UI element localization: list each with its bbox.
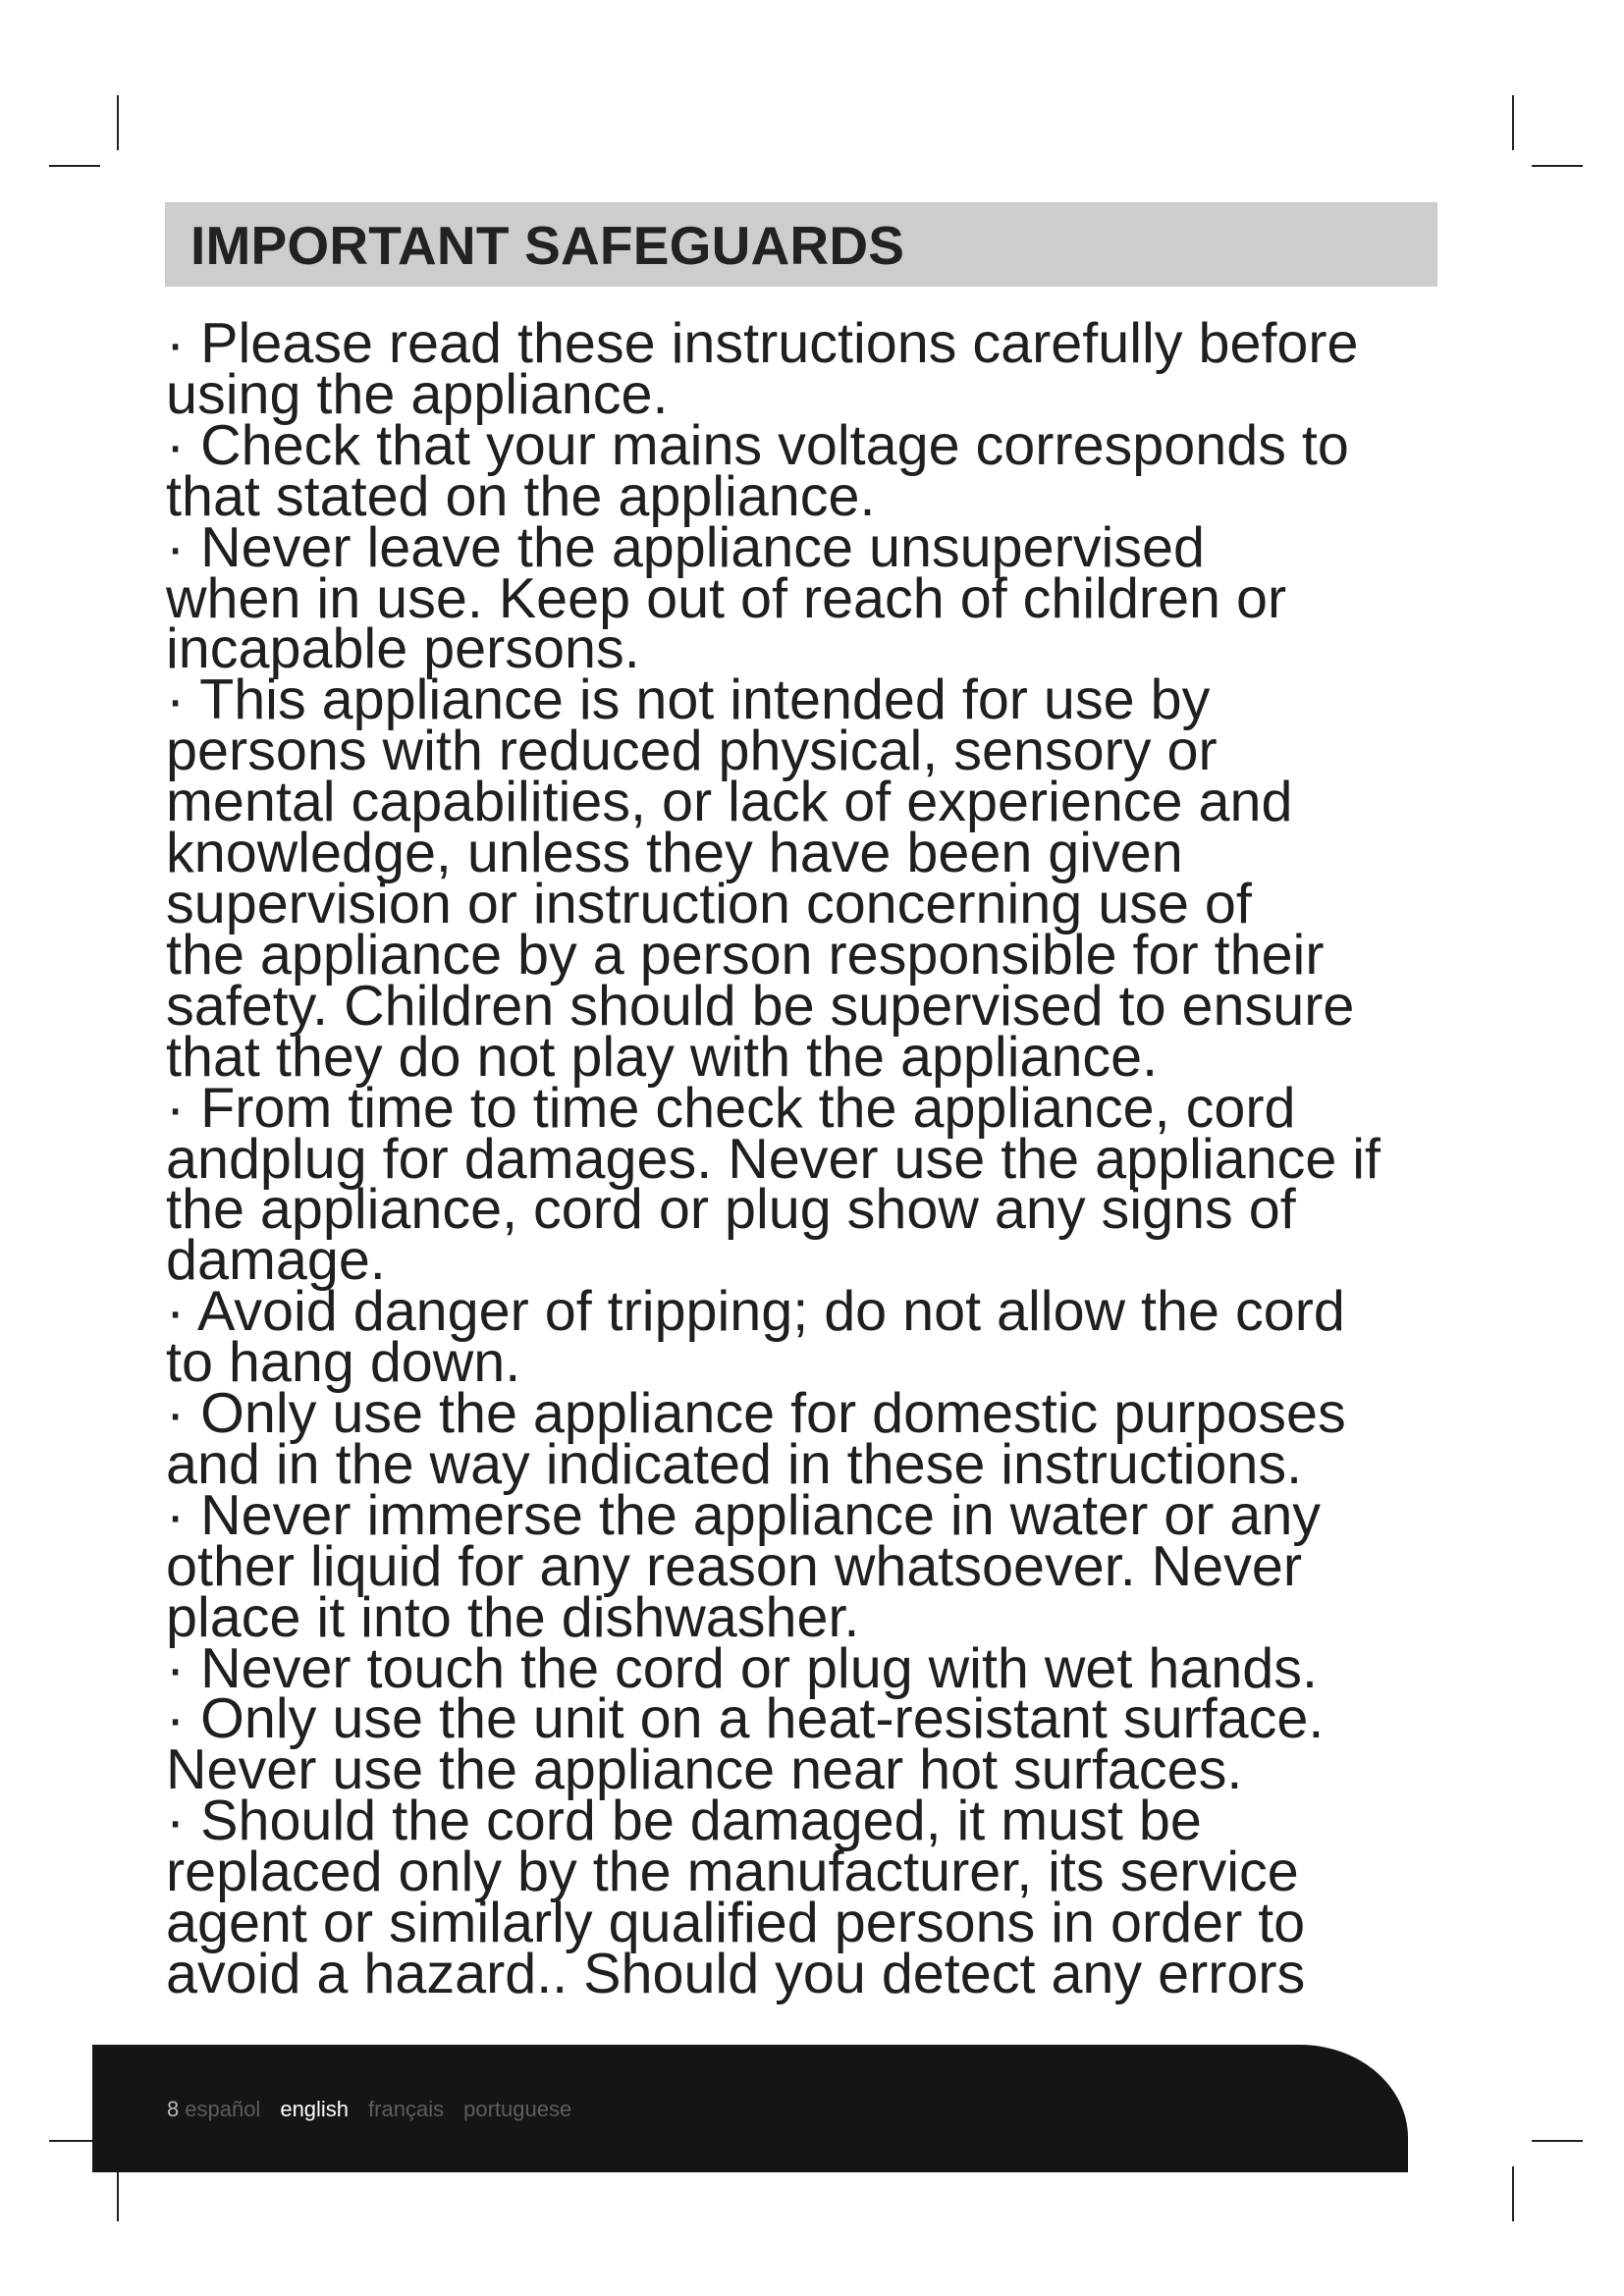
page-footer (92, 2045, 1408, 2172)
text-line: · This appliance is not intended for use by (166, 668, 1211, 732)
crop-mark-top-right-vertical (1512, 95, 1514, 150)
language-link-2[interactable]: français (368, 2097, 445, 2121)
crop-mark-top-left-vertical (117, 95, 119, 150)
page-title: IMPORTANT SAFEGUARDS (190, 215, 905, 276)
text-line: safety. Children should be supervised to ensure (166, 974, 1355, 1038)
language-link-1[interactable]: english (280, 2097, 350, 2121)
text-line: incapable persons. (166, 617, 640, 681)
text-line: · Check that your mains voltage corresponds to (166, 413, 1349, 477)
text-line: other liquid for any reason whatsoever. Never (166, 1534, 1303, 1598)
text-line: Never use the appliance near hot surfaces. (166, 1738, 1243, 1802)
text-line: to hang down. (166, 1331, 521, 1395)
text-line: that stated on the appliance. (166, 464, 876, 528)
text-line: and in the way indicated in these instructions. (166, 1432, 1303, 1496)
text-line: persons with reduced physical, sensory or (166, 720, 1218, 783)
text-line: using the appliance. (166, 362, 669, 426)
text-line: when in use. Keep out of reach of children or (166, 566, 1287, 630)
text-line: · Never immerse the appliance in water or any (166, 1483, 1322, 1547)
text-line: · From time to time check the appliance, cord (166, 1076, 1296, 1140)
text-line: · Should the cord be damaged, it must be (166, 1789, 1202, 1853)
text-line: replaced only by the manufacturer, its service (166, 1841, 1299, 1904)
text-line: · Please read these instructions carefully before (166, 312, 1359, 375)
text-line: agent or similarly qualified persons in order to (166, 1892, 1306, 1955)
section-header (165, 202, 1437, 287)
text-line: mental capabilities, or lack of experience and (166, 771, 1293, 834)
text-line: the appliance by a person responsible for their (166, 923, 1325, 987)
page-number: 8 (167, 2097, 180, 2121)
text-line: andplug for damages. Never use the appliance if (166, 1127, 1381, 1191)
crop-mark-bottom-right-horizontal (1532, 2140, 1583, 2142)
text-line: · Only use the appliance for domestic purposes (166, 1382, 1346, 1446)
language-nav (167, 2097, 591, 2122)
crop-mark-top-right-horizontal (1532, 165, 1583, 167)
text-line: knowledge, unless they have been given (166, 822, 1183, 885)
text-line: that they do not play with the appliance. (166, 1025, 1159, 1089)
language-link-3[interactable]: portuguese (463, 2097, 572, 2121)
text-line: · Never touch the cord or plug with wet hands. (166, 1636, 1318, 1700)
language-link-0[interactable]: español (185, 2097, 261, 2121)
text-line: avoid a hazard.. Should you detect any errors (166, 1943, 1306, 2005)
crop-mark-top-left-horizontal (49, 165, 100, 167)
text-line: · Never leave the appliance unsupervised (166, 515, 1205, 579)
safeguards-text (166, 312, 1442, 2005)
crop-mark-bottom-left-vertical (117, 2166, 119, 2221)
text-line: damage. (166, 1229, 386, 1293)
crop-mark-bottom-right-vertical (1512, 2166, 1514, 2221)
text-line: supervision or instruction concerning use of (166, 872, 1252, 935)
text-line: · Avoid danger of tripping; do not allow the cord (166, 1280, 1345, 1344)
text-line: the appliance, cord or plug show any signs of (166, 1178, 1296, 1242)
text-line: place it into the dishwasher. (166, 1585, 860, 1649)
text-line: · Only use the unit on a heat-resistant surface. (166, 1687, 1325, 1751)
